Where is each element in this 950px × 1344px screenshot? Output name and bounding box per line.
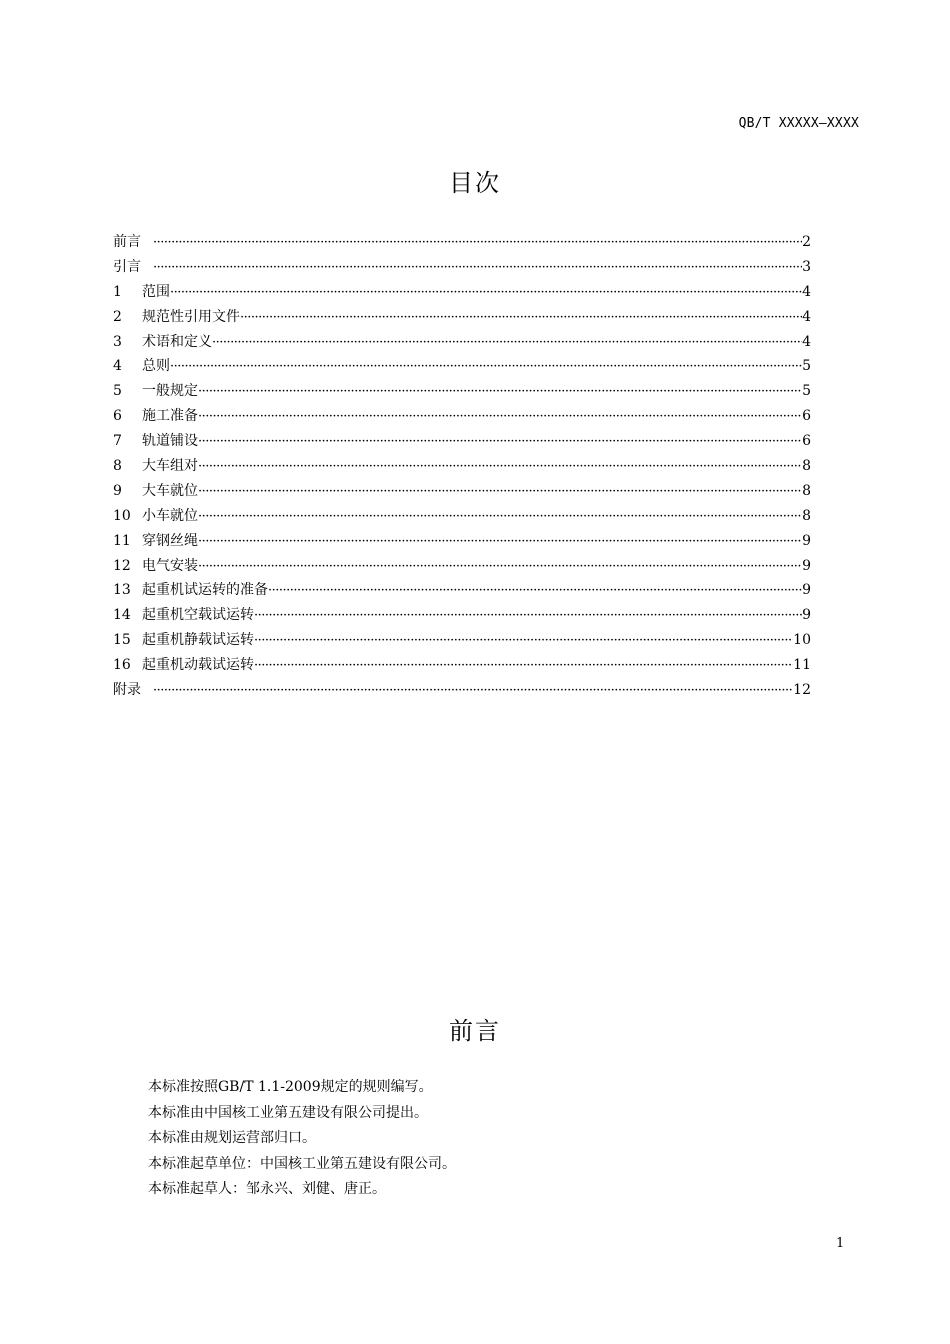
toc-entry[interactable] bbox=[113, 578, 811, 603]
toc-entry[interactable] bbox=[113, 504, 811, 529]
toc-entry-label: 电气安装 bbox=[142, 557, 198, 574]
toc-entry[interactable] bbox=[113, 479, 811, 504]
toc-dot-leader bbox=[268, 579, 802, 604]
toc-entry-number: 6 bbox=[113, 408, 122, 425]
toc-entry-page: 11 bbox=[793, 657, 811, 674]
toc-entry[interactable] bbox=[113, 603, 811, 628]
toc-entry-label: 起重机空载试运转 bbox=[142, 607, 254, 624]
foreword-paragraph: 本标准由规划运营部归口。 bbox=[148, 1130, 316, 1146]
toc-entry-label: 一般规定 bbox=[142, 383, 198, 400]
toc-entry-label: 穿钢丝绳 bbox=[142, 532, 198, 549]
toc-dot-leader bbox=[198, 555, 802, 580]
toc-entry-page: 4 bbox=[802, 283, 811, 300]
toc-entry-label: 起重机动载试运转 bbox=[142, 657, 254, 674]
toc-entry-number: 2 bbox=[113, 308, 122, 325]
toc-entry-page: 12 bbox=[793, 682, 811, 699]
toc-entry-label: 起重机静载试运转 bbox=[142, 632, 254, 649]
toc-title: 目次 bbox=[449, 169, 501, 197]
toc-entry-page: 5 bbox=[802, 358, 811, 375]
toc-entry[interactable] bbox=[113, 404, 811, 429]
toc-dot-leader bbox=[240, 306, 802, 331]
toc-dot-leader bbox=[153, 256, 802, 281]
toc-entry[interactable] bbox=[113, 230, 811, 255]
toc-entry-number: 16 bbox=[113, 657, 131, 674]
toc-dot-leader bbox=[153, 231, 802, 256]
toc-entry[interactable] bbox=[113, 678, 811, 703]
toc-entry-label: 前言 bbox=[113, 234, 141, 250]
toc-entry-page: 9 bbox=[802, 607, 811, 624]
toc-entry-number: 9 bbox=[113, 482, 122, 499]
toc-entry[interactable] bbox=[113, 280, 811, 305]
foreword-paragraph: 本标准由中国核工业第五建设有限公司提出。 bbox=[148, 1104, 428, 1121]
toc-entry[interactable] bbox=[113, 454, 811, 479]
toc-entry-page: 8 bbox=[802, 458, 811, 475]
toc-entry[interactable] bbox=[113, 330, 811, 355]
toc-entry-label: 大车组对 bbox=[142, 458, 198, 475]
foreword-paragraph: 本标准按照GB/T 1.1-2009规定的规则编写。 bbox=[148, 1079, 433, 1095]
toc-entry-number: 4 bbox=[113, 358, 122, 375]
toc-entry-label: 附录 bbox=[113, 682, 141, 699]
toc-entry-page: 4 bbox=[802, 308, 811, 325]
toc-entry-label: 大车就位 bbox=[142, 482, 198, 499]
toc-entry[interactable] bbox=[113, 379, 811, 404]
toc-entry-label: 范围 bbox=[142, 283, 170, 300]
foreword-body bbox=[148, 1075, 848, 1203]
toc-dot-leader bbox=[254, 604, 802, 629]
toc-entry-page: 2 bbox=[802, 234, 811, 250]
toc-dot-leader bbox=[198, 530, 802, 555]
toc-entry-number: 14 bbox=[113, 607, 131, 624]
toc-dot-leader bbox=[198, 405, 802, 430]
toc-entry-page: 9 bbox=[802, 557, 811, 574]
toc-entry-number: 13 bbox=[113, 582, 131, 599]
toc-entry[interactable] bbox=[113, 653, 811, 678]
toc-entry-page: 10 bbox=[793, 632, 811, 649]
toc-entry-number: 15 bbox=[113, 632, 131, 649]
standard-code: QB/T XXXXX—XXXX bbox=[738, 116, 859, 131]
toc-entry-number: 1 bbox=[113, 283, 122, 300]
toc-entry-page: 8 bbox=[802, 482, 811, 499]
toc-dot-leader bbox=[254, 629, 793, 654]
toc-entry-label: 小车就位 bbox=[142, 507, 198, 524]
toc-entry-page: 9 bbox=[802, 582, 811, 599]
toc-entry-label: 总则 bbox=[142, 358, 170, 375]
toc-entry[interactable] bbox=[113, 529, 811, 554]
toc-dot-leader bbox=[254, 654, 793, 679]
toc-entry-label: 施工准备 bbox=[142, 408, 198, 425]
toc-entry-label: 轨道铺设 bbox=[142, 433, 198, 450]
toc-entry-page: 6 bbox=[802, 433, 811, 450]
foreword-paragraph: 本标准起草单位：中国核工业第五建设有限公司。 bbox=[148, 1155, 456, 1172]
page-number: 1 bbox=[836, 1236, 845, 1251]
toc-dot-leader bbox=[170, 281, 802, 306]
toc-entry-number: 7 bbox=[113, 433, 122, 450]
toc-entry-page: 8 bbox=[802, 507, 811, 524]
toc-entry[interactable] bbox=[113, 628, 811, 653]
toc-entry-label: 起重机试运转的准备 bbox=[142, 582, 268, 599]
toc-entry-number: 8 bbox=[113, 458, 122, 475]
toc-dot-leader bbox=[198, 380, 802, 405]
toc-entry-page: 4 bbox=[802, 333, 811, 350]
toc-dot-leader bbox=[170, 355, 802, 380]
toc-entry[interactable] bbox=[113, 255, 811, 280]
toc-entry-number: 5 bbox=[113, 383, 122, 400]
table-of-contents bbox=[113, 230, 811, 703]
toc-dot-leader bbox=[198, 505, 802, 530]
toc-dot-leader bbox=[198, 430, 802, 455]
toc-entry-number: 10 bbox=[113, 507, 131, 524]
toc-entry[interactable] bbox=[113, 305, 811, 330]
toc-dot-leader bbox=[212, 331, 802, 356]
toc-entry[interactable] bbox=[113, 554, 811, 579]
toc-entry-page: 9 bbox=[802, 532, 811, 549]
toc-entry-number: 12 bbox=[113, 557, 131, 574]
toc-entry-label: 术语和定义 bbox=[142, 333, 212, 350]
foreword-paragraph: 本标准起草人：邹永兴、刘健、唐正。 bbox=[148, 1181, 386, 1197]
toc-entry[interactable] bbox=[113, 354, 811, 379]
toc-dot-leader bbox=[198, 480, 802, 505]
toc-entry[interactable] bbox=[113, 429, 811, 454]
toc-dot-leader bbox=[153, 679, 793, 704]
toc-entry-page: 3 bbox=[802, 258, 811, 275]
toc-entry-page: 5 bbox=[802, 383, 811, 400]
toc-entry-label: 引言 bbox=[113, 258, 141, 275]
foreword-title: 前言 bbox=[449, 1017, 501, 1045]
toc-dot-leader bbox=[198, 455, 802, 480]
toc-entry-label: 规范性引用文件 bbox=[142, 308, 240, 325]
toc-entry-number: 11 bbox=[113, 532, 131, 549]
toc-entry-number: 3 bbox=[113, 333, 122, 350]
toc-entry-page: 6 bbox=[802, 408, 811, 425]
